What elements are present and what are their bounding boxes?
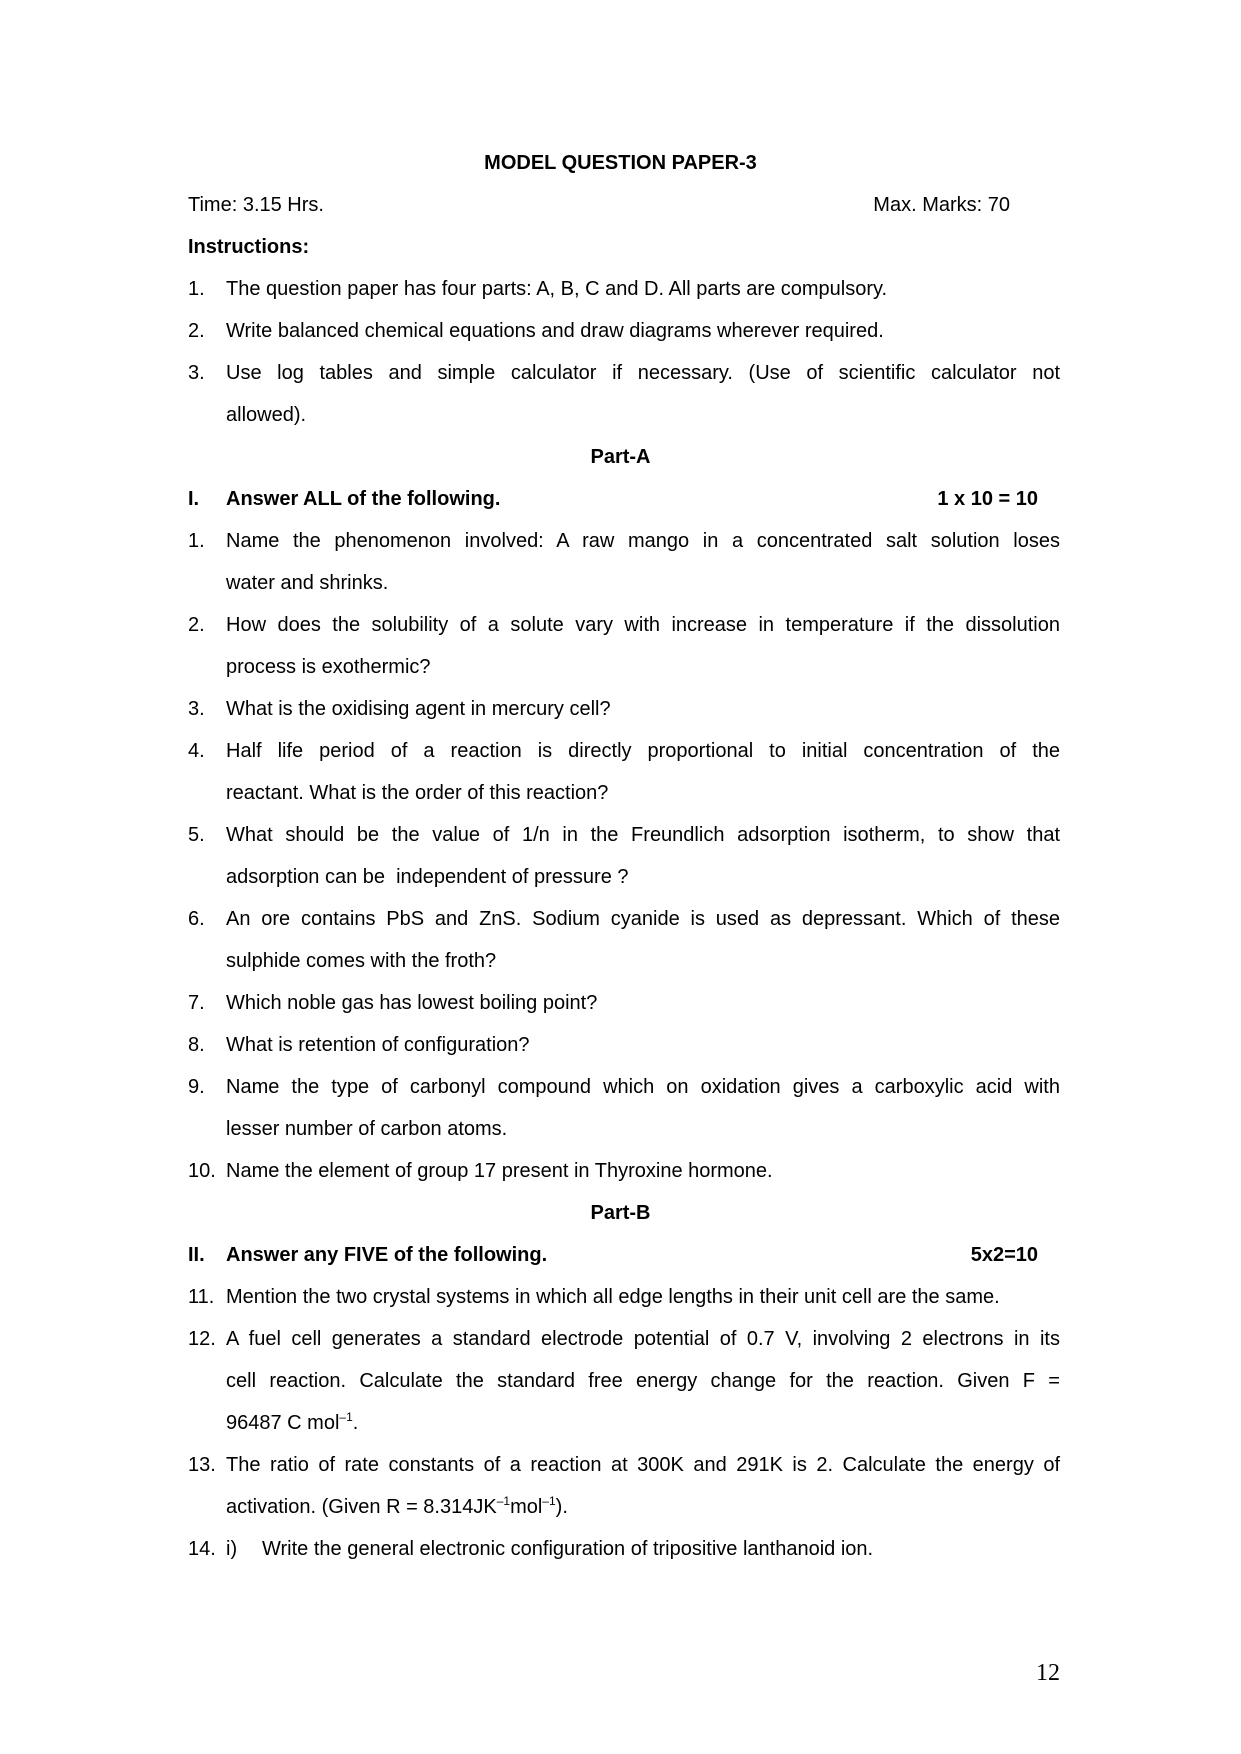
instruction-text-continued: allowed). (226, 404, 307, 426)
question-number: 8. (188, 1034, 205, 1056)
max-marks: Max. Marks: 70 (873, 194, 1010, 216)
text-run: 96487 C mol (226, 1412, 340, 1434)
question-number: 13. (188, 1454, 216, 1476)
question-text: Half life period of a reaction is directly proportional to initial concentration of the (226, 740, 1060, 762)
question-text: What is retention of configuration? (226, 1034, 530, 1056)
question-text: The ratio of rate constants of a reaction at 300K and 291K is 2. Calculate the energy of (226, 1454, 1060, 1476)
question-number: 14. (188, 1538, 216, 1560)
question-text-continued (226, 1410, 1060, 1436)
question-text-continued: lesser number of carbon atoms. (226, 1118, 508, 1140)
section-number: II. (188, 1244, 205, 1266)
question-text: Which noble gas has lowest boiling point? (226, 992, 598, 1014)
instructions-heading: Instructions: (188, 236, 310, 258)
question-text-continued: process is exothermic? (226, 656, 431, 678)
question-text: Name the type of carbonyl compound which on oxidation gives a carboxylic acid with (226, 1076, 1060, 1098)
question-number: 4. (188, 740, 205, 762)
question-number: 7. (188, 992, 205, 1014)
question-text: What should be the value of 1/n in the Freundlich adsorption isotherm, to show that (226, 824, 1060, 846)
text-run: . (352, 1412, 359, 1434)
section-marks: 5x2=10 (970, 1244, 1038, 1266)
question-number: 6. (188, 908, 205, 930)
section-heading: Answer ALL of the following. (226, 488, 501, 510)
question-number: 3. (188, 698, 205, 720)
text-run: ). (555, 1496, 568, 1518)
part-b-title: Part-B (590, 1202, 651, 1224)
superscript: –1 (339, 1410, 353, 1424)
superscript: –1 (542, 1494, 556, 1508)
sub-question-label: i) (226, 1538, 238, 1560)
question-number: 2. (188, 614, 205, 636)
question-number: 1. (188, 530, 205, 552)
question-number: 12. (188, 1328, 216, 1350)
question-text: What is the oxidising agent in mercury cell? (226, 698, 611, 720)
question-text: How does the solubility of a solute vary with increase in temperature if the dissolution (226, 614, 1060, 636)
question-number: 9. (188, 1076, 205, 1098)
question-text: Mention the two crystal systems in which all edge lengths in their unit cell are the same. (226, 1286, 1000, 1308)
question-number: 10. (188, 1160, 216, 1182)
text-run: mol (510, 1496, 543, 1518)
time-allowed: Time: 3.15 Hrs. (188, 194, 324, 216)
part-a-title: Part-A (590, 446, 651, 468)
question-number: 11. (188, 1286, 215, 1308)
paper-title: MODEL QUESTION PAPER-3 (484, 152, 757, 174)
question-text-continued: adsorption can be independent of pressure ? (226, 866, 629, 888)
instruction-number: 3. (188, 362, 205, 384)
question-text-continued: reactant. What is the order of this reaction? (226, 782, 609, 804)
question-text: An ore contains PbS and ZnS. Sodium cyanide is used as depressant. Which of these (226, 908, 1060, 930)
superscript: –1 (496, 1494, 511, 1508)
question-number: 5. (188, 824, 205, 846)
question-text-continued: sulphide comes with the froth? (226, 950, 497, 972)
page-number: 12 (1036, 1660, 1060, 1686)
section-heading: Answer any FIVE of the following. (226, 1244, 548, 1266)
question-text-continued: water and shrinks. (226, 572, 389, 594)
instruction-number: 1. (188, 278, 205, 300)
section-marks: 1 x 10 = 10 (937, 488, 1038, 510)
question-text: Name the element of group 17 present in Thyroxine hormone. (226, 1160, 773, 1182)
instruction-text: The question paper has four parts: A, B, C and D. All parts are compulsory. (226, 278, 888, 300)
instruction-number: 2. (188, 320, 205, 342)
question-text-continued (226, 1494, 1060, 1520)
question-text: A fuel cell generates a standard electrode potential of 0.7 V, involving 2 electrons in its (226, 1328, 1060, 1350)
question-text: Name the phenomenon involved: A raw mango in a concentrated salt solution loses (226, 530, 1060, 552)
section-number: I. (188, 488, 200, 510)
instruction-text: Use log tables and simple calculator if necessary. (Use of scientific calculator not (226, 362, 1060, 384)
instruction-text: Write balanced chemical equations and draw diagrams wherever required. (226, 320, 884, 342)
question-text: Write the general electronic configuration of tripositive lanthanoid ion. (262, 1538, 874, 1560)
text-run: activation. (Given R = 8.314JK (226, 1496, 497, 1518)
question-text-continued: cell reaction. Calculate the standard free energy change for the reaction. Given F = (226, 1370, 1060, 1392)
